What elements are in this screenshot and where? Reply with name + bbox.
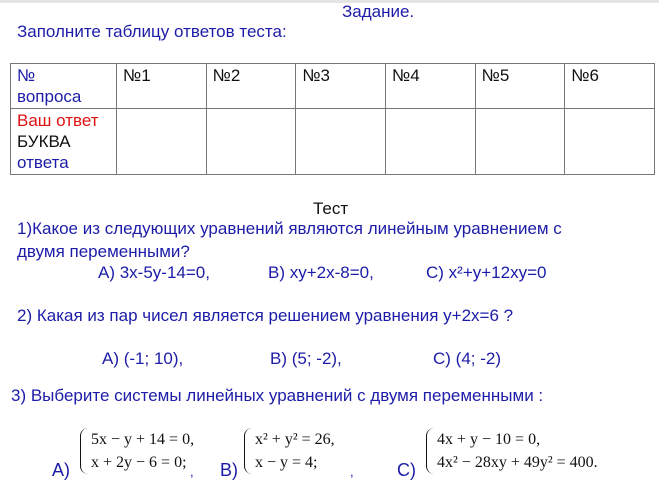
- equation: 4x + y − 10 = 0,: [437, 431, 541, 448]
- answer-cell[interactable]: [117, 109, 207, 175]
- question-cell: №3: [296, 64, 386, 109]
- question-cell: №5: [475, 64, 565, 109]
- q3-system-a: [80, 428, 194, 474]
- q3-option-a-label: А): [52, 460, 70, 480]
- q3-text: 3) Выберите системы линейных уравнений с двумя переменными :: [11, 386, 544, 405]
- q2-option-c: С) (4; -2): [433, 349, 501, 368]
- question-cell: №1: [117, 64, 207, 109]
- q1-option-b: В) ху+2х-8=0,: [268, 263, 374, 282]
- row-header-question-number: [11, 64, 117, 109]
- equation: x² + y² = 26,: [255, 431, 335, 448]
- test-title: Тест: [313, 199, 349, 218]
- q1-text: 1)Какое из следующих уравнений являются линейным уравнением с: [17, 219, 562, 238]
- question-cell: №6: [565, 64, 655, 109]
- question-cell: №4: [385, 64, 475, 109]
- q2-option-b: В) (5; -2),: [270, 349, 342, 368]
- separator: ,: [190, 464, 194, 479]
- q3-system-b: [244, 428, 335, 474]
- answer-cell[interactable]: [475, 109, 565, 175]
- header-line: БУКВА: [17, 132, 71, 151]
- q1-option-c: С) х²+у+12ху=0: [426, 263, 547, 282]
- equation: x − y = 4;: [255, 454, 318, 471]
- q1-text-2: двумя переменными?: [17, 242, 190, 261]
- q1-option-a: А) 3х-5у-14=0,: [98, 263, 210, 282]
- q2-text: 2) Какая из пар чисел является решением уравнения у+2х=6 ?: [17, 306, 514, 325]
- q3-option-c-label: С): [397, 460, 416, 480]
- table-row-answers: [11, 109, 655, 175]
- answer-table: [10, 63, 655, 175]
- answer-cell[interactable]: [296, 109, 386, 175]
- equation: 5x − y + 14 = 0,: [91, 431, 195, 448]
- top-border: [0, 0, 659, 3]
- q3-system-c: [426, 428, 598, 474]
- q3-option-b-label: В): [220, 460, 238, 480]
- question-cell: №2: [206, 64, 296, 109]
- instruction: Заполните таблицу ответов теста:: [17, 22, 287, 41]
- header-line: Ваш ответ: [17, 111, 99, 130]
- equation: x + 2y − 6 = 0;: [91, 454, 187, 471]
- equation: 4x² − 28xy + 49y² = 400.: [437, 454, 598, 471]
- row-header-answer: [11, 109, 117, 175]
- answer-cell[interactable]: [565, 109, 655, 175]
- separator: ,: [350, 464, 354, 479]
- header-line: вопроса: [17, 87, 82, 106]
- page-title: Задание.: [342, 2, 415, 21]
- header-line: ответа: [17, 153, 69, 172]
- answer-cell[interactable]: [385, 109, 475, 175]
- header-line: №: [17, 66, 36, 85]
- answer-cell[interactable]: [206, 109, 296, 175]
- table-row-questions: [11, 64, 655, 109]
- q2-option-a: А) (-1; 10),: [102, 349, 184, 368]
